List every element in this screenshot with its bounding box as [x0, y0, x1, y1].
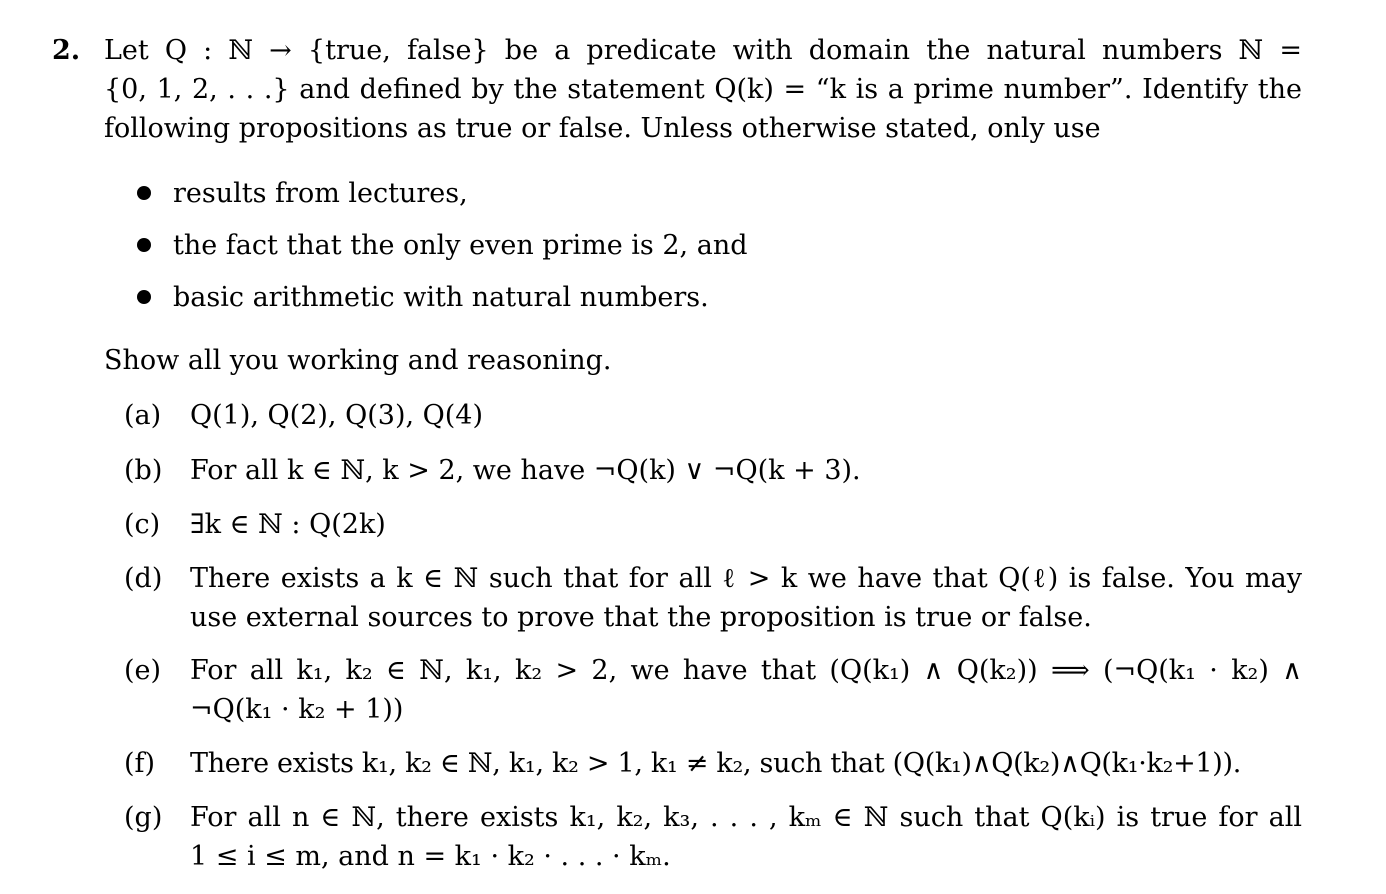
question-number: 2.	[52, 35, 81, 66]
part-text	[190, 798, 1302, 876]
part-line: For all n ∈ ℕ, there exists k₁, k₂, k₃, . . . , kₘ ∈ ℕ such that Q(kᵢ) is true for all	[190, 802, 1302, 833]
intro-line: {0, 1, 2, . . .} and defined by the statement Q(k) = “k is a prime number”. Identify the	[104, 74, 1302, 105]
part-line: There exists a k ∈ ℕ such that for all ℓ > k we have that Q(ℓ) is false. You may	[190, 563, 1302, 594]
allowed-resources-list	[135, 172, 1235, 328]
part-line: use external sources to prove that the proposition is true or false.	[190, 602, 1092, 633]
part-line: ∃k ∈ ℕ : Q(2k)	[190, 509, 386, 540]
list-item-text: results from lectures,	[173, 178, 468, 209]
bullet-icon	[137, 290, 151, 304]
part-text	[190, 396, 1302, 435]
part-line: There exists k₁, k₂ ∈ ℕ, k₁, k₂ > 1, k₁ ≠ k₂, such that (Q(k₁)∧Q(k₂)∧Q(k₁·k₂+1)).	[190, 748, 1242, 779]
part-line: For all k₁, k₂ ∈ ℕ, k₁, k₂ > 2, we have that (Q(k₁) ∧ Q(k₂)) ⟹ (¬Q(k₁ · k₂) ∧	[190, 655, 1302, 686]
list-item	[135, 276, 1235, 328]
part-label: (d)	[124, 563, 163, 594]
part-text	[190, 744, 1302, 783]
part-text	[190, 559, 1302, 637]
part-label: (e)	[124, 655, 162, 686]
intro-line: following propositions as true or false. Unless otherwise stated, only use	[104, 113, 1101, 144]
part-line: Q(1), Q(2), Q(3), Q(4)	[190, 400, 484, 431]
list-item-text: the fact that the only even prime is 2, and	[173, 230, 748, 261]
part-label: (c)	[124, 509, 161, 540]
part-line: For all k ∈ ℕ, k > 2, we have ¬Q(k) ∨ ¬Q(k + 3).	[190, 455, 861, 486]
bullet-icon	[137, 186, 151, 200]
part-label: (g)	[124, 802, 163, 833]
part-line: 1 ≤ i ≤ m, and n = k₁ · k₂ · . . . · kₘ.	[190, 841, 671, 872]
instruction-text: Show all you working and reasoning.	[104, 345, 612, 376]
part-text	[190, 651, 1302, 729]
part-label: (b)	[124, 455, 163, 486]
question-intro	[104, 31, 1302, 148]
part-text	[190, 505, 1302, 544]
part-label: (a)	[124, 400, 162, 431]
part-label: (f)	[124, 748, 156, 779]
bullet-icon	[137, 238, 151, 252]
list-item	[135, 224, 1235, 276]
part-text	[190, 451, 1302, 490]
list-item-text: basic arithmetic with natural numbers.	[173, 282, 709, 313]
part-line: ¬Q(k₁ · k₂ + 1))	[190, 694, 404, 725]
intro-line: Let Q : ℕ → {true, false} be a predicate with domain the natural numbers ℕ =	[104, 35, 1302, 66]
list-item	[135, 172, 1235, 224]
